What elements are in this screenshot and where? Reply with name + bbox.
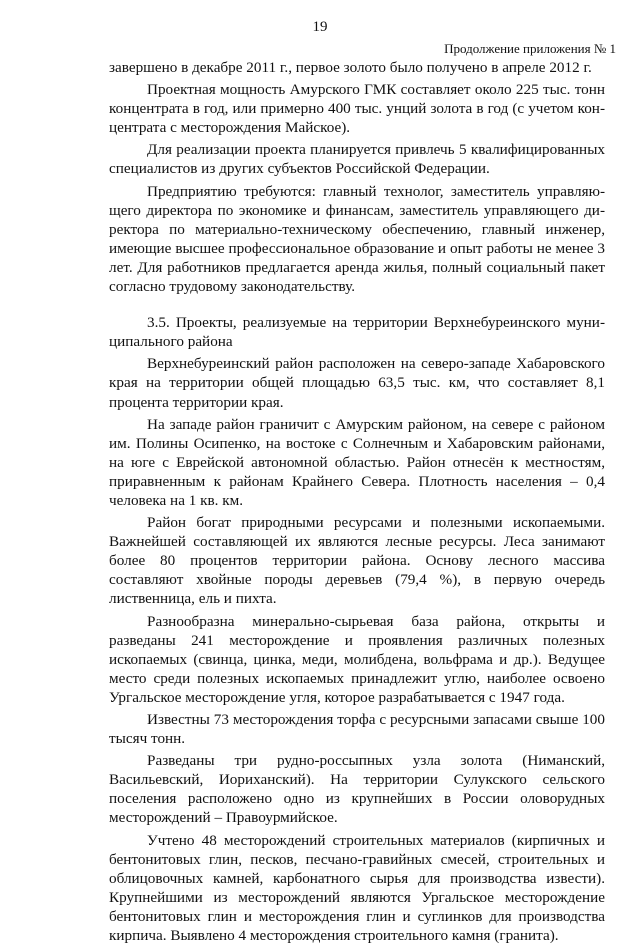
paragraph: завершено в декабре 2011 г., первое золото было получено в апреле 2012 г. — [109, 59, 592, 76]
paragraph: Район богат природными ресурсами и полезными ископаемыми. Важнейшей составляющей их являются лесные ресурсы. Леса занимают более 80 процентов территории района. Основу лесного массива составляют хвойные породы деревьев (79,4 %), в первую очередь лиственница, ель и пихта. — [109, 514, 605, 608]
paragraph: Проектная мощность Амурского ГМК составляет около 225 тыс. тонн концентрата в год, или примерно 400 тыс. унций золота в год (с учетом концентрата с месторождения Майское). — [109, 81, 605, 137]
paragraph: Учтено 48 месторождений строительных материалов (кирпичных и бентонитовых глин, песков, песчано-гравийных смесей, строительных и облицовочных камней, карбонатного сырья для производства извести). Крупнейшими из месторождений являются Ургальское месторождение бентонитовых глин и месторождения глин и суглинков для производства кирпича. Выявлено 4 месторождения строительного камня (гранита). — [109, 831, 605, 945]
paragraph: На западе район граничит с Амурским районом, на севере с районом им. Полины Осипенко, на востоке с Солнечным и Хабаровским районами, на юге с Еврейской автономной областью. Район отнесён к местностям, приравненным к районам Крайнего Севера. Плотность населения – 0,4 человека на 1 кв. км. — [109, 415, 605, 509]
paragraph: Разведаны три рудно-россыпных узла золота (Ниманский, Васильевский, Иориханский). На территории Сулукского сельского поселения расположено одно из крупнейших в России оловорудных месторождений – Правоурмийское. — [109, 752, 605, 827]
paragraph: Разнообразна минерально-сырьевая база района, открыты и разведаны 241 месторождение и проявления различных полезных ископаемых (свинца, цинка, меди, молибдена, вольфрама и др.). Ведущее место среди полезных ископаемых принадлежит углю, наиболее освоено Ургальское месторождение угля, которое разрабатывается с 1947 года. — [109, 612, 605, 706]
paragraph: Верхнебуреинский район расположен на северо-западе Хабаровского края на территории общей площадью 63,5 тыс. км, что составляет 8,1 процента территории края. — [109, 355, 605, 411]
paragraph: Для реализации проекта планируется привлечь 5 квалифицированных специалистов из других субъектов Российской Федерации. — [109, 141, 605, 178]
document-body — [109, 58, 605, 948]
section-heading: 3.5. Проекты, реализуемые на территории Верхнебуреинского муниципального района — [109, 314, 605, 351]
paragraph: Предприятию требуются: главный технолог, заместитель управляющего директора по экономике и финансам, заместитель управляющего директора по материально-техническому обеспечению, главный инженер, имеющие высшее профессиональное образование и опыт работы не менее 3 лет. Для работников предлагается аренда жилья, полный социальный пакет согласно трудовому законодательству. — [109, 182, 605, 296]
paragraph: Известны 73 месторождения торфа с ресурсными запасами свыше 100 тысяч тонн. — [109, 711, 605, 748]
appendix-continuation-label: Продолжение приложения № 1 — [444, 41, 616, 56]
page-number: 19 — [312, 19, 328, 35]
